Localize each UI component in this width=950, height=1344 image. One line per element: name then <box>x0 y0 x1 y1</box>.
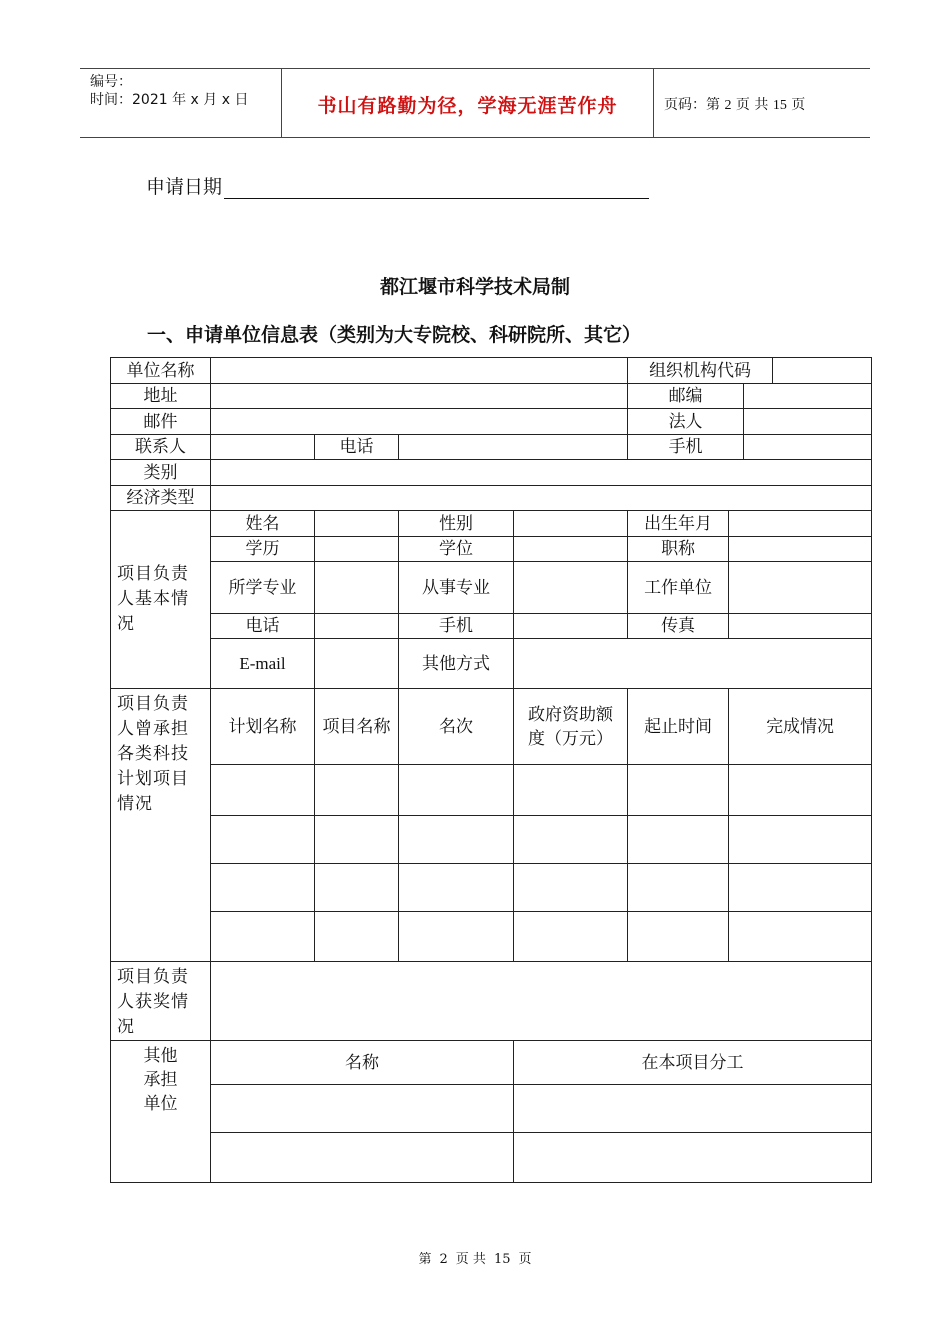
cell-funding[interactable] <box>514 765 628 816</box>
page-label-pre: 页码：第 <box>664 97 720 113</box>
label-name: 姓名 <box>211 511 315 537</box>
fax-field[interactable] <box>729 614 872 639</box>
cell-project-name[interactable] <box>315 864 399 912</box>
col-plan-name: 计划名称 <box>211 689 315 765</box>
label-leader-phone: 电话 <box>211 614 315 639</box>
unit-name-field[interactable] <box>211 358 628 384</box>
label-birth: 出生年月 <box>628 511 729 537</box>
header-divider <box>653 69 654 137</box>
col-unit-name: 名称 <box>211 1041 514 1085</box>
label-gender: 性别 <box>399 511 514 537</box>
label-mobile: 手机 <box>628 435 744 460</box>
profession-field[interactable] <box>514 562 628 614</box>
awards-field[interactable] <box>211 962 872 1041</box>
cell-plan-name[interactable] <box>211 864 315 912</box>
table-row <box>111 962 872 1041</box>
name-field[interactable] <box>315 511 399 537</box>
col-completion: 完成情况 <box>729 689 872 765</box>
footer-post: 页 <box>518 1252 532 1267</box>
footer-total: 15 <box>493 1252 511 1267</box>
category-field[interactable] <box>211 460 872 486</box>
label-category: 类别 <box>111 460 211 486</box>
page-label-post: 页 <box>791 97 806 113</box>
label-postcode: 邮编 <box>628 384 744 409</box>
table-row <box>111 511 872 537</box>
birth-field[interactable] <box>729 511 872 537</box>
page-footer <box>0 1248 950 1267</box>
contact-field[interactable] <box>211 435 315 460</box>
label-email-row: 邮件 <box>111 409 211 435</box>
table-row <box>111 1041 872 1085</box>
cell-funding[interactable] <box>514 912 628 962</box>
work-unit-field[interactable] <box>729 562 872 614</box>
postcode-field[interactable] <box>744 384 872 409</box>
section-title: 一、申请单位信息表（类别为大专院校、科研院所、其它） <box>147 324 642 346</box>
table-row <box>111 765 872 816</box>
table-row <box>111 358 872 384</box>
header-page-indicator <box>664 94 805 114</box>
label-leader-basic-info: 项目负责人基本情况 <box>111 511 211 689</box>
header-motto: 书山有路勤为径，学海无涯苦作舟 <box>317 95 618 117</box>
table-row <box>111 486 872 511</box>
col-unit-role: 在本项目分工 <box>514 1041 872 1085</box>
cell-funding[interactable] <box>514 864 628 912</box>
table-row <box>111 912 872 962</box>
apply-date-row <box>146 172 649 199</box>
label-contact: 联系人 <box>111 435 211 460</box>
label-org-code: 组织机构代码 <box>628 358 773 384</box>
col-project-name: 项目名称 <box>315 689 399 765</box>
issuing-bureau: 都江堰市科学技术局制 <box>379 276 570 298</box>
org-code-field[interactable] <box>773 358 872 384</box>
label-major: 所学专业 <box>211 562 315 614</box>
cell-unit-role[interactable] <box>514 1133 872 1183</box>
label-profession: 从事专业 <box>399 562 514 614</box>
page-label-mid: 页 共 <box>735 97 769 113</box>
table-row <box>111 614 872 639</box>
document-time-label: 时间：2021 年 x 月 x 日 <box>90 92 249 108</box>
label-title: 职称 <box>628 537 729 562</box>
cell-completion[interactable] <box>729 816 872 864</box>
apply-date-field[interactable] <box>224 176 649 199</box>
table-row <box>111 562 872 614</box>
cell-project-name[interactable] <box>315 912 399 962</box>
label-unit-name: 单位名称 <box>111 358 211 384</box>
cell-project-name[interactable] <box>315 816 399 864</box>
label-other-units: 其他承担单位 <box>111 1041 211 1183</box>
phone-field[interactable] <box>399 435 628 460</box>
title-field[interactable] <box>729 537 872 562</box>
apply-date-label: 申请日期 <box>146 176 223 198</box>
label-degree: 学位 <box>399 537 514 562</box>
major-field[interactable] <box>315 562 399 614</box>
header-meta <box>90 73 248 109</box>
cell-period[interactable] <box>628 816 729 864</box>
table-row <box>111 816 872 864</box>
cell-period[interactable] <box>628 864 729 912</box>
label-phone: 电话 <box>315 435 399 460</box>
cell-completion[interactable] <box>729 912 872 962</box>
table-row <box>111 1085 872 1133</box>
col-rank: 名次 <box>399 689 514 765</box>
label-other-contact: 其他方式 <box>399 639 514 689</box>
label-legal-person: 法人 <box>628 409 744 435</box>
email-field[interactable] <box>211 409 628 435</box>
cell-plan-name[interactable] <box>211 816 315 864</box>
label-leader-mobile: 手机 <box>399 614 514 639</box>
col-funding: 政府资助额度（万元） <box>514 689 628 765</box>
other-contact-field[interactable] <box>514 639 872 689</box>
cell-period[interactable] <box>628 912 729 962</box>
table-row <box>111 537 872 562</box>
cell-rank[interactable] <box>399 912 514 962</box>
cell-completion[interactable] <box>729 864 872 912</box>
label-fax: 传真 <box>628 614 729 639</box>
gender-field[interactable] <box>514 511 628 537</box>
mobile-field[interactable] <box>744 435 872 460</box>
leader-email-field[interactable] <box>315 639 399 689</box>
footer-page: 2 <box>439 1252 448 1267</box>
cell-project-name[interactable] <box>315 765 399 816</box>
label-address: 地址 <box>111 384 211 409</box>
label-email: E-mail <box>211 639 315 689</box>
cell-period[interactable] <box>628 765 729 816</box>
table-row <box>111 435 872 460</box>
label-awards: 项目负责人获奖情况 <box>111 962 211 1041</box>
col-period: 起止时间 <box>628 689 729 765</box>
cell-unit-name[interactable] <box>211 1133 514 1183</box>
table-row <box>111 1133 872 1183</box>
cell-unit-name[interactable] <box>211 1085 514 1133</box>
economic-type-field[interactable] <box>211 486 872 511</box>
address-field[interactable] <box>211 384 628 409</box>
table-row <box>111 460 872 486</box>
document-number-label: 编号： <box>90 74 132 90</box>
degree-field[interactable] <box>514 537 628 562</box>
label-economic-type: 经济类型 <box>111 486 211 511</box>
leader-phone-field[interactable] <box>315 614 399 639</box>
table-row <box>111 864 872 912</box>
page-total: 15 <box>772 98 787 113</box>
footer-mid: 页 共 <box>455 1252 486 1267</box>
page-number: 2 <box>724 98 732 113</box>
table-row <box>111 639 872 689</box>
unit-info-table <box>110 357 872 1183</box>
page-header <box>80 68 870 138</box>
label-work-unit: 工作单位 <box>628 562 729 614</box>
education-field[interactable] <box>315 537 399 562</box>
footer-pre: 第 <box>418 1252 432 1267</box>
cell-rank[interactable] <box>399 816 514 864</box>
cell-completion[interactable] <box>729 765 872 816</box>
cell-funding[interactable] <box>514 816 628 864</box>
cell-rank[interactable] <box>399 765 514 816</box>
table-row <box>111 409 872 435</box>
cell-rank[interactable] <box>399 864 514 912</box>
leader-mobile-field[interactable] <box>514 614 628 639</box>
cell-plan-name[interactable] <box>211 765 315 816</box>
table-row <box>111 384 872 409</box>
label-prior-projects: 项目负责人曾承担各类科技计划项目情况 <box>111 689 211 962</box>
cell-plan-name[interactable] <box>211 912 315 962</box>
table-row <box>111 689 872 765</box>
label-education: 学历 <box>211 537 315 562</box>
legal-person-field[interactable] <box>744 409 872 435</box>
cell-unit-role[interactable] <box>514 1085 872 1133</box>
